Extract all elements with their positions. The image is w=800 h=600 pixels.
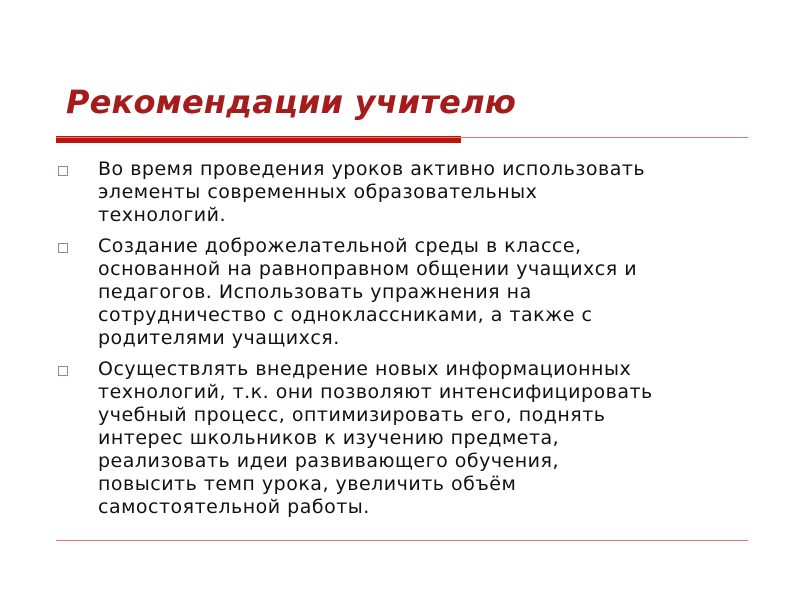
bullet-line: родителями учащихся. bbox=[98, 327, 340, 349]
bullet-line: учебный процесс, оптимизировать его, поднять bbox=[98, 404, 606, 426]
bottom-divider-line bbox=[56, 540, 748, 541]
title-divider-line bbox=[56, 137, 748, 138]
bullet-line: педагогов. Использовать упражнения на bbox=[98, 281, 532, 303]
hollow-square-bullet-icon bbox=[58, 366, 68, 376]
bullet-line: реализовать идеи развивающего обучения, bbox=[98, 450, 559, 472]
hollow-square-bullet-icon bbox=[58, 166, 68, 176]
bullet-line: повысить темп урока, увеличить объём bbox=[98, 473, 517, 495]
slide-title: Рекомендации учителю bbox=[66, 83, 517, 121]
bullet-line: сотрудничество с одноклассниками, а также с bbox=[98, 304, 593, 326]
bullet-line: самостоятельной работы. bbox=[98, 496, 370, 518]
bullet-line: Осуществлять внедрение новых информационных bbox=[98, 358, 632, 380]
bullet-text bbox=[98, 358, 756, 519]
bullet-list bbox=[56, 158, 756, 527]
bullet-item bbox=[56, 235, 756, 350]
bullet-line: технологий, т.к. они позволяют интенсифицировать bbox=[98, 381, 653, 403]
hollow-square-bullet-icon bbox=[58, 243, 68, 253]
bullet-line: интерес школьников к изучению предмета, bbox=[98, 427, 560, 449]
bullet-item bbox=[56, 158, 756, 227]
bullet-text bbox=[98, 235, 756, 350]
bullet-text bbox=[98, 158, 756, 227]
bullet-line: Создание доброжелательной среды в классе, bbox=[98, 235, 582, 257]
bullet-line: Во время проведения уроков активно использовать bbox=[98, 158, 646, 180]
bullet-line: технологий. bbox=[98, 204, 227, 226]
bullet-line: элементы современных образовательных bbox=[98, 181, 538, 203]
bullet-item bbox=[56, 358, 756, 519]
bullet-line: основанной на равноправном общении учащихся и bbox=[98, 258, 638, 280]
